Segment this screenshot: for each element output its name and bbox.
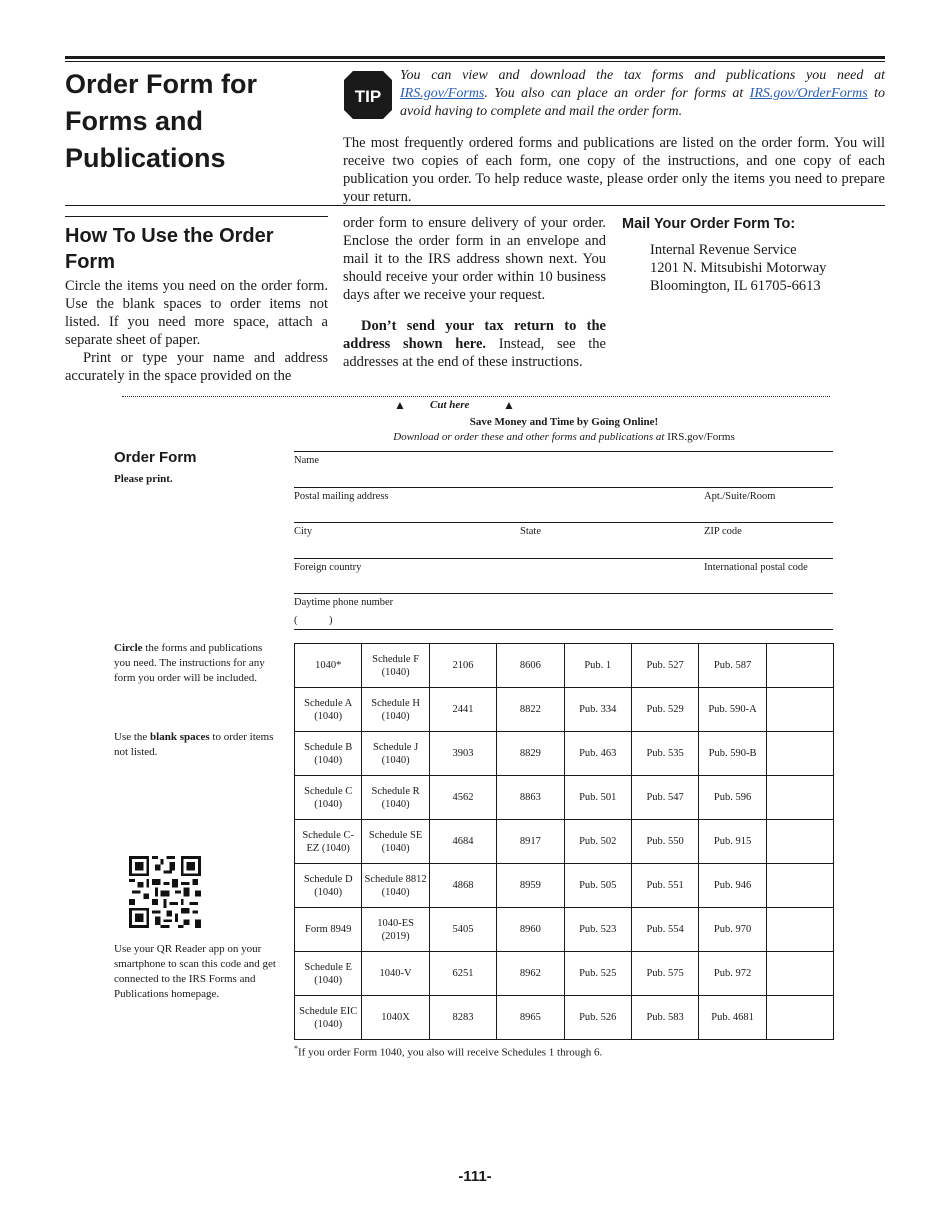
order-item-cell[interactable]: 8962 [497,952,564,996]
order-item-cell[interactable]: Pub. 596 [699,776,766,820]
order-item-cell[interactable]: 8965 [497,996,564,1040]
order-item-cell[interactable]: 8863 [497,776,564,820]
order-item-cell[interactable]: 8829 [497,732,564,776]
foreign-country-input[interactable] [294,575,694,593]
form-rule [294,487,833,488]
order-item-cell[interactable]: 8822 [497,688,564,732]
blank-order-cell[interactable] [766,908,833,952]
blank-spaces-instruction: Use the blank spaces to order items not listed. [114,731,274,758]
blank-order-cell[interactable] [766,644,833,688]
order-item-cell[interactable]: Pub. 525 [564,952,631,996]
blank-order-cell[interactable] [766,776,833,820]
name-label: Name [294,455,320,466]
intro-paragraph: The most frequently ordered forms and publications are listed on the order form. You will receive two copies of each form, one copy of the instructions, and one copy of each publication you order. To help reduce waste, please order only the items you need to prepare your return. [343,135,885,205]
order-item-cell[interactable]: 2441 [429,688,496,732]
order-item-cell[interactable]: 8283 [429,996,496,1040]
order-item-cell[interactable]: 8960 [497,908,564,952]
order-item-cell[interactable]: Pub. 529 [631,688,698,732]
blank-order-cell[interactable] [766,996,833,1040]
order-item-cell[interactable]: Schedule R (1040) [362,776,429,820]
city-label: City [294,526,313,537]
howto-column-2 [343,214,606,371]
table-row [295,644,834,688]
order-item-cell[interactable]: Pub. 575 [631,952,698,996]
order-item-cell[interactable]: Schedule SE (1040) [362,820,429,864]
order-item-cell[interactable]: Schedule D (1040) [295,864,362,908]
order-item-cell[interactable]: Pub. 501 [564,776,631,820]
table-row [295,864,834,908]
zip-label: ZIP code [704,526,742,537]
postal-address-label: Postal mailing address [294,491,389,502]
city-input[interactable] [294,539,509,557]
blank-order-cell[interactable] [766,820,833,864]
order-item-cell[interactable]: Pub. 554 [631,908,698,952]
order-item-cell[interactable]: Pub. 463 [564,732,631,776]
order-item-cell[interactable]: Pub. 523 [564,908,631,952]
order-item-cell[interactable]: 4684 [429,820,496,864]
qr-code-icon[interactable] [129,856,201,928]
order-item-cell[interactable]: Pub. 946 [699,864,766,908]
order-item-cell[interactable]: Pub. 527 [631,644,698,688]
order-item-cell[interactable]: Pub. 4681 [699,996,766,1040]
order-item-cell[interactable]: Pub. 915 [699,820,766,864]
mail-address: Internal Revenue Service 1201 N. Mitsubishi Motorway Bloomington, IL 61705-6613 [650,242,827,294]
mail-heading: Mail Your Order Form To: [622,216,796,232]
blank-order-cell[interactable] [766,732,833,776]
order-item-cell[interactable]: Form 8949 [295,908,362,952]
name-input[interactable] [294,468,833,486]
tip-text: You can view and download the tax forms and publications you need at IRS.gov/Forms. You also can place an order for forms at IRS.gov/OrderForms to avoid having to complete and mail the order form. [400,68,885,119]
table-row [295,776,834,820]
qr-instruction: Use your QR Reader app on your smartphone to scan this code and get connected to the IRS Forms and Publications homepage. [114,943,276,1000]
state-label: State [520,526,541,537]
order-item-cell[interactable]: Pub. 550 [631,820,698,864]
order-item-cell[interactable]: 4868 [429,864,496,908]
state-input[interactable] [520,539,695,557]
cut-line [122,396,830,397]
order-item-cell[interactable]: Schedule C-EZ (1040) [295,820,362,864]
order-item-cell[interactable]: Pub. 547 [631,776,698,820]
order-item-cell[interactable]: 5405 [429,908,496,952]
please-print-note: Please print. [114,473,173,485]
top-rule-thick [65,56,885,59]
save-money-banner: Save Money and Time by Going Online! [469,416,659,428]
postal-address-input[interactable] [294,504,694,522]
order-item-cell[interactable]: 1040-ES (2019) [362,908,429,952]
order-item-cell[interactable]: Schedule E (1040) [295,952,362,996]
order-item-cell[interactable]: Schedule C (1040) [295,776,362,820]
cut-here-label: Cut here [430,399,470,411]
order-item-cell[interactable]: Schedule J (1040) [362,732,429,776]
page-number: -111- [458,1168,492,1185]
order-item-cell[interactable]: Pub. 505 [564,864,631,908]
order-item-cell[interactable]: Schedule F (1040) [362,644,429,688]
howto-para-1: Circle the items you need on the order form. Use the blank spaces to order items not listed. If you need more space, attach a separate sheet of paper. [65,278,328,348]
table-row [295,952,834,996]
zip-input[interactable] [704,539,833,557]
order-item-cell[interactable]: 2106 [429,644,496,688]
order-item-cell[interactable]: Pub. 526 [564,996,631,1040]
order-item-cell[interactable]: Pub. 583 [631,996,698,1040]
irs-forms-link[interactable]: IRS.gov/Forms [400,86,485,101]
table-row [295,820,834,864]
top-rule-thin [65,61,885,62]
order-item-cell[interactable]: Pub. 970 [699,908,766,952]
phone-label: Daytime phone number [294,597,394,608]
order-item-cell[interactable]: 8917 [497,820,564,864]
form-rule [294,522,833,523]
form-rule [294,451,833,452]
blank-order-cell[interactable] [766,864,833,908]
order-item-cell[interactable]: 1040X [362,996,429,1040]
intl-postal-label: International postal code [704,562,808,573]
howto-para-2-end: order form to ensure delivery of your order. Enclose the order form in an envelope and mail it to the IRS address shown next. You should receive your order within 10 business days after we receive your request. [343,215,606,303]
cut-arrow-left-icon: ▲ [394,398,406,412]
howto-column-1 [65,277,328,385]
order-item-cell[interactable]: Schedule A (1040) [295,688,362,732]
order-item-cell[interactable]: 4562 [429,776,496,820]
download-note: Download or order these and other forms and publications at IRS.gov/Forms [393,431,735,443]
order-item-cell[interactable]: 3903 [429,732,496,776]
table-row [295,908,834,952]
section-divider [65,205,885,206]
intl-postal-input[interactable] [704,575,833,593]
phone-input[interactable]: ( ) [294,615,333,626]
form-rule [294,558,833,559]
order-item-cell[interactable]: Pub. 1 [564,644,631,688]
order-item-cell[interactable]: Schedule B (1040) [295,732,362,776]
order-item-cell[interactable]: 1040* [295,644,362,688]
order-item-cell[interactable]: Pub. 587 [699,644,766,688]
howto-heading: How To Use the Order Form [65,225,274,273]
order-item-cell[interactable]: Schedule 8812 (1040) [362,864,429,908]
howto-rule [65,216,328,217]
table-row [295,732,834,776]
order-item-cell[interactable]: 8606 [497,644,564,688]
warning-para: Don’t send your tax return to the address shown here. Instead, see the addresses at the end of these instructions. [343,318,606,370]
tip-icon [343,70,393,120]
order-item-cell[interactable]: Pub. 535 [631,732,698,776]
blank-order-cell[interactable] [766,688,833,732]
order-item-cell[interactable]: 6251 [429,952,496,996]
foreign-country-label: Foreign country [294,562,362,573]
tip-badge-label: TIP [354,87,382,106]
order-item-cell[interactable]: Pub. 590-A [699,688,766,732]
order-item-cell[interactable]: Pub. 502 [564,820,631,864]
cut-arrow-right-icon: ▲ [503,398,515,412]
order-item-cell[interactable]: Pub. 972 [699,952,766,996]
order-item-cell[interactable]: Schedule EIC (1040) [295,996,362,1040]
howto-para-2-start: Print or type your name and address accurately in the space provided on the [65,350,328,384]
order-item-cell[interactable]: Pub. 334 [564,688,631,732]
irs-orderforms-link[interactable]: IRS.gov/OrderForms [749,86,868,101]
form-rule [294,629,833,630]
apt-input[interactable] [704,504,833,522]
order-item-cell[interactable]: Pub. 590-B [699,732,766,776]
blank-order-cell[interactable] [766,952,833,996]
order-item-cell[interactable]: 8959 [497,864,564,908]
page-title: Order Form for Forms and Publications [65,69,258,173]
table-row [295,996,834,1040]
apt-label: Apt./Suite/Room [704,491,776,502]
order-item-cell[interactable]: Schedule H (1040) [362,688,429,732]
order-item-cell[interactable]: Pub. 551 [631,864,698,908]
order-form-title: Order Form [114,449,197,466]
form-rule [294,593,833,594]
circle-instruction: Circle the forms and publications you need. The instructions for any form you order will be included. [114,642,265,684]
order-table [294,643,834,1040]
footnote: *If you order Form 1040, you also will receive Schedules 1 through 6. [294,1044,603,1059]
order-item-cell[interactable]: 1040-V [362,952,429,996]
table-row [295,688,834,732]
